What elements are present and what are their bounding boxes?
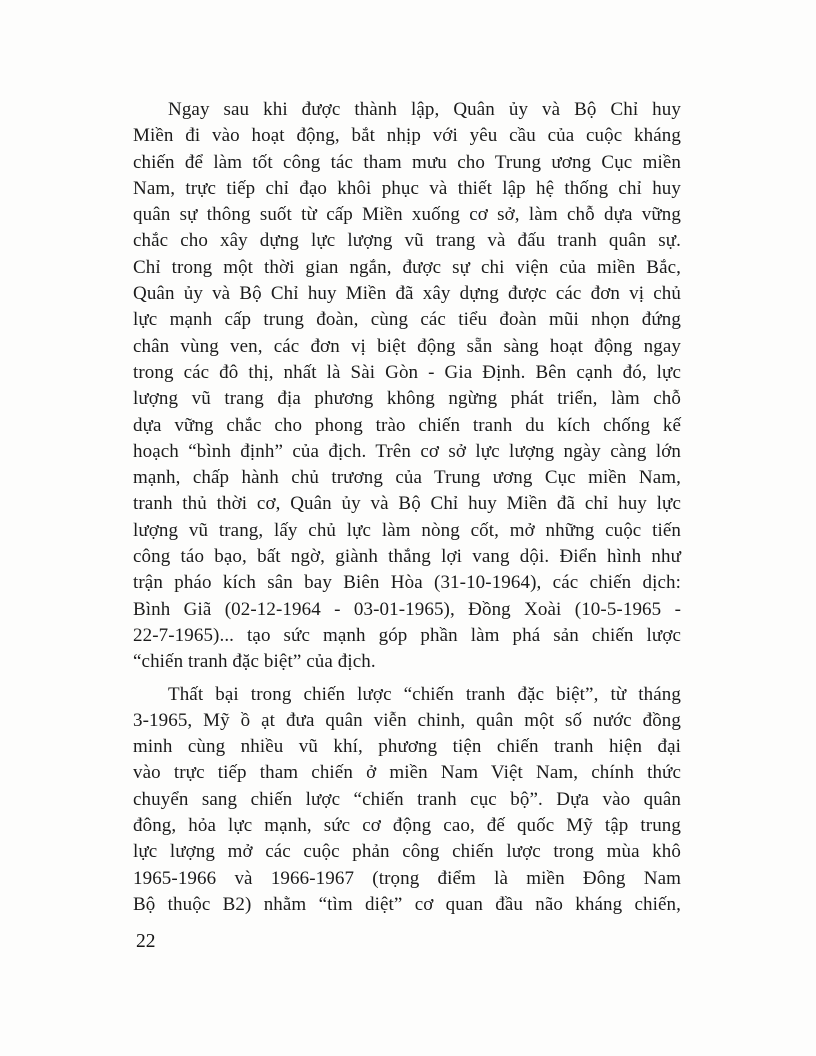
- text-line: lượng vũ trang địa phương không ngừng phát triển, làm chỗ: [133, 388, 681, 410]
- text-line: chuyển sang chiến lược “chiến tranh cục bộ”. Dựa vào quân: [133, 788, 681, 810]
- text-line: chiến để làm tốt công tác tham mưu cho Trung ương Cục miền: [133, 151, 681, 173]
- text-line: chắc cho xây dựng lực lượng vũ trang và đấu tranh quân sự.: [133, 230, 681, 252]
- text-line: tranh thủ thời cơ, Quân ủy và Bộ Chỉ huy Miền đã chỉ huy lực: [133, 493, 681, 515]
- page-number: 22: [136, 931, 156, 952]
- text-line: lượng vũ trang, lấy chủ lực làm nòng cốt, mở những cuộc tiến: [133, 519, 681, 541]
- text-line: lực lượng mở các cuộc phản công chiến lược trong mùa khô: [133, 841, 681, 863]
- text-line: Ngay sau khi được thành lập, Quân ủy và Bộ Chỉ huy: [168, 99, 681, 120]
- text-line: Nam, trực tiếp chỉ đạo khôi phục và thiết lập hệ thống chỉ huy: [133, 177, 681, 199]
- paragraph: [133, 682, 681, 919]
- text-line: Chỉ trong một thời gian ngắn, được sự chi viện của miền Bắc,: [133, 256, 681, 278]
- text-line: Miền đi vào hoạt động, bắt nhịp với yêu cầu của cuộc kháng: [133, 125, 681, 147]
- text-line: 1965-1966 và 1966-1967 (trọng điểm là miền Đông Nam: [133, 867, 681, 889]
- text-line: đông, hỏa lực mạnh, sức cơ động cao, đế quốc Mỹ tập trung: [133, 815, 681, 837]
- text-line: chân vùng ven, các đơn vị biệt động sẵn sàng hoạt động ngay: [133, 335, 681, 357]
- paragraph: [133, 97, 681, 676]
- text-line: trong các đô thị, nhất là Sài Gòn - Gia Định. Bên cạnh đó, lực: [133, 361, 681, 383]
- text-line: “chiến tranh đặc biệt” của địch.: [133, 651, 376, 673]
- text-line: trận pháo kích sân bay Biên Hòa (31-10-1964), các chiến dịch:: [133, 572, 681, 594]
- text-line: Bình Giã (02-12-1964 - 03-01-1965), Đồng Xoài (10-5-1965 -: [133, 598, 681, 620]
- text-line: hoạch “bình định” của địch. Trên cơ sở lực lượng ngày càng lớn: [133, 440, 681, 462]
- text-line: lực mạnh cấp trung đoàn, cùng các tiểu đoàn mũi nhọn đứng: [133, 309, 681, 331]
- text-line: mạnh, chấp hành chủ trương của Trung ương Cục miền Nam,: [133, 467, 681, 489]
- text-line: minh cùng nhiều vũ khí, phương tiện chiến tranh hiện đại: [133, 736, 681, 758]
- text-line: 22-7-1965)... tạo sức mạnh góp phần làm phá sản chiến lược: [133, 624, 681, 646]
- page-text: [133, 97, 681, 918]
- text-line: 3-1965, Mỹ ồ ạt đưa quân viễn chinh, quân một số nước đồng: [133, 709, 681, 731]
- text-line: dựa vững chắc cho phong trào chiến tranh du kích chống kế: [133, 414, 681, 436]
- text-line: Quân ủy và Bộ Chỉ huy Miền đã xây dựng được các đơn vị chủ: [133, 283, 681, 305]
- text-line: vào trực tiếp tham chiến ở miền Nam Việt Nam, chính thức: [133, 762, 681, 784]
- text-line: công táo bạo, bất ngờ, giành thắng lợi vang dội. Điển hình như: [133, 546, 681, 568]
- text-line: quân sự thông suốt từ cấp Miền xuống cơ sở, làm chỗ dựa vững: [133, 204, 681, 226]
- text-line: Thất bại trong chiến lược “chiến tranh đặc biệt”, từ tháng: [168, 683, 681, 705]
- text-line: Bộ thuộc B2) nhằm “tìm diệt” cơ quan đầu não kháng chiến,: [133, 893, 681, 915]
